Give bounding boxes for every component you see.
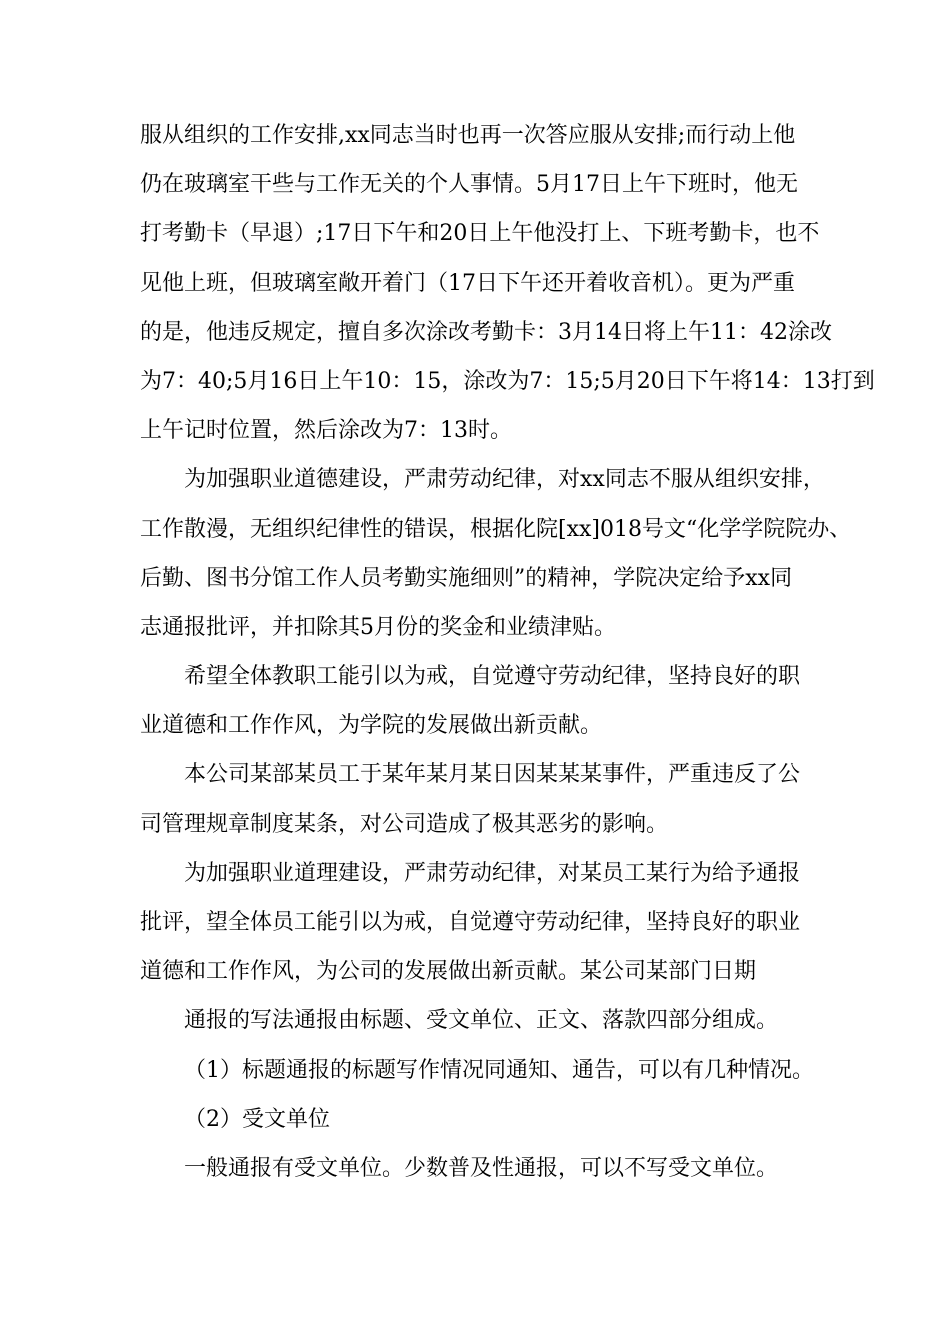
text-line: 为7：40;5月16日上午10：15，涂改为7：15;5月20日下午将14：13打到 (140, 368, 875, 394)
text-line: 希望全体教职工能引以为戒，自觉遵守劳动纪律，坚持良好的职 (184, 664, 801, 690)
text-line: （1）标题通报的标题写作情况同通知、通告，可以有几种情况。 (184, 1057, 814, 1083)
text-line: 通报的写法通报由标题、受文单位、正文、落款四部分组成。 (184, 1008, 779, 1034)
text-line: 一般通报有受文单位。少数普及性通报，可以不写受文单位。 (184, 1155, 779, 1181)
text-line: 批评，望全体员工能引以为戒，自觉遵守劳动纪律，坚持良好的职业 (140, 910, 801, 935)
text-line: 业道德和工作作风，为学院的发展做出新贡献。 (140, 713, 603, 739)
text-line: 服从组织的工作安排,xx同志当时也再一次答应服从安排;而行动上他 (140, 123, 796, 148)
text-line: 后勤、图书分馆工作人员考勤实施细则”的精神，学院决定给予xx同 (140, 565, 793, 591)
document-body (140, 111, 875, 1193)
text-line: 为加强职业道德建设，严肃劳动纪律，对xx同志不服从组织安排， (184, 467, 825, 493)
text-line: 道德和工作作风，为公司的发展做出新贡献。某公司某部门日期 (140, 959, 757, 985)
text-line: 的是，他违反规定，擅自多次涂改考勤卡：3月14日将上午11：42涂改 (140, 319, 832, 345)
text-line: 仍在玻璃室干些与工作无关的个人事情。5月17日上午下班时，他无 (140, 172, 798, 198)
text-line: 司管理规章制度某条，对公司造成了极其恶劣的影响。 (140, 811, 669, 837)
text-line: 本公司某部某员工于某年某月某日因某某某事件，严重违反了公 (184, 762, 801, 788)
text-line: 上午记时位置，然后涂改为7：13时。 (140, 418, 512, 444)
text-line: 为加强职业道理建设，严肃劳动纪律，对某员工某行为给予通报 (184, 860, 801, 886)
text-line: 打考勤卡（早退）;17日下午和20日上午他没打上、下班考勤卡，也不 (140, 221, 820, 247)
text-line: 工作散漫，无组织纪律性的错误，根据化院[xx]018号文“化学学院院办、 (140, 516, 852, 542)
text-line: 见他上班，但玻璃室敞开着门（17日下午还开着收音机）。更为严重 (140, 270, 795, 296)
text-line: （2）受文单位 (184, 1106, 330, 1132)
text-line: 志通报批评，并扣除其5月份的奖金和业绩津贴。 (140, 614, 616, 640)
